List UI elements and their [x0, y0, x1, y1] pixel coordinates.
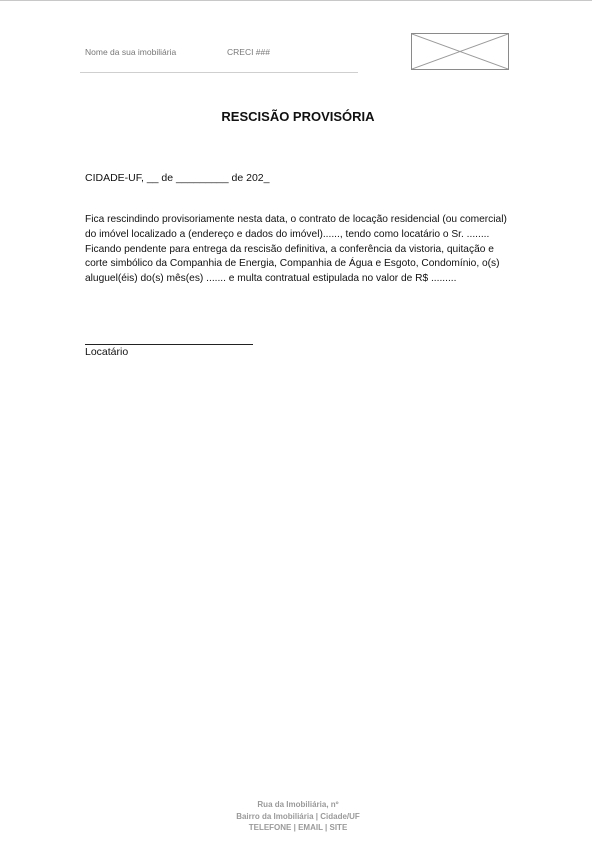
- signature-label: Locatário: [85, 346, 129, 358]
- agency-name: Nome da sua imobiliária: [85, 47, 177, 57]
- creci-number: CRECI ###: [227, 47, 270, 57]
- page-top-border: [0, 0, 592, 1]
- header-divider: [80, 72, 358, 73]
- image-placeholder-icon: [412, 34, 508, 69]
- footer-neighborhood: Bairro da Imobiliária | Cidade/UF: [236, 811, 360, 821]
- footer-address: Rua da Imobiliária, nº: [257, 800, 339, 809]
- footer: [0, 799, 592, 834]
- footer-contacts: TELEFONE | EMAIL | SITE: [248, 823, 348, 832]
- logo-placeholder: [411, 33, 509, 70]
- body-paragraph: Fica rescindindo provisoriamente nesta data, o contrato de locação residencial (ou comercial) do imóvel localizado a (endereço e dados do imóvel)......, tendo como locatário o Sr. ........ Ficando pendente para entrega da rescisão definitiva, a conferência da vistoria, quitação e corte simbólico da Companhia de Energia, Companhia de Água e Esgoto, Condomínio, o(s) aluguel(éis) do(s) mês(es) ....... e multa contratual estipulada no valor de R$ .........: [85, 214, 507, 285]
- date-line: CIDADE-UF, __ de _________ de 202_: [85, 172, 270, 184]
- signature-line: [85, 344, 253, 345]
- document-title: RESCISÃO PROVISÓRIA: [221, 109, 375, 124]
